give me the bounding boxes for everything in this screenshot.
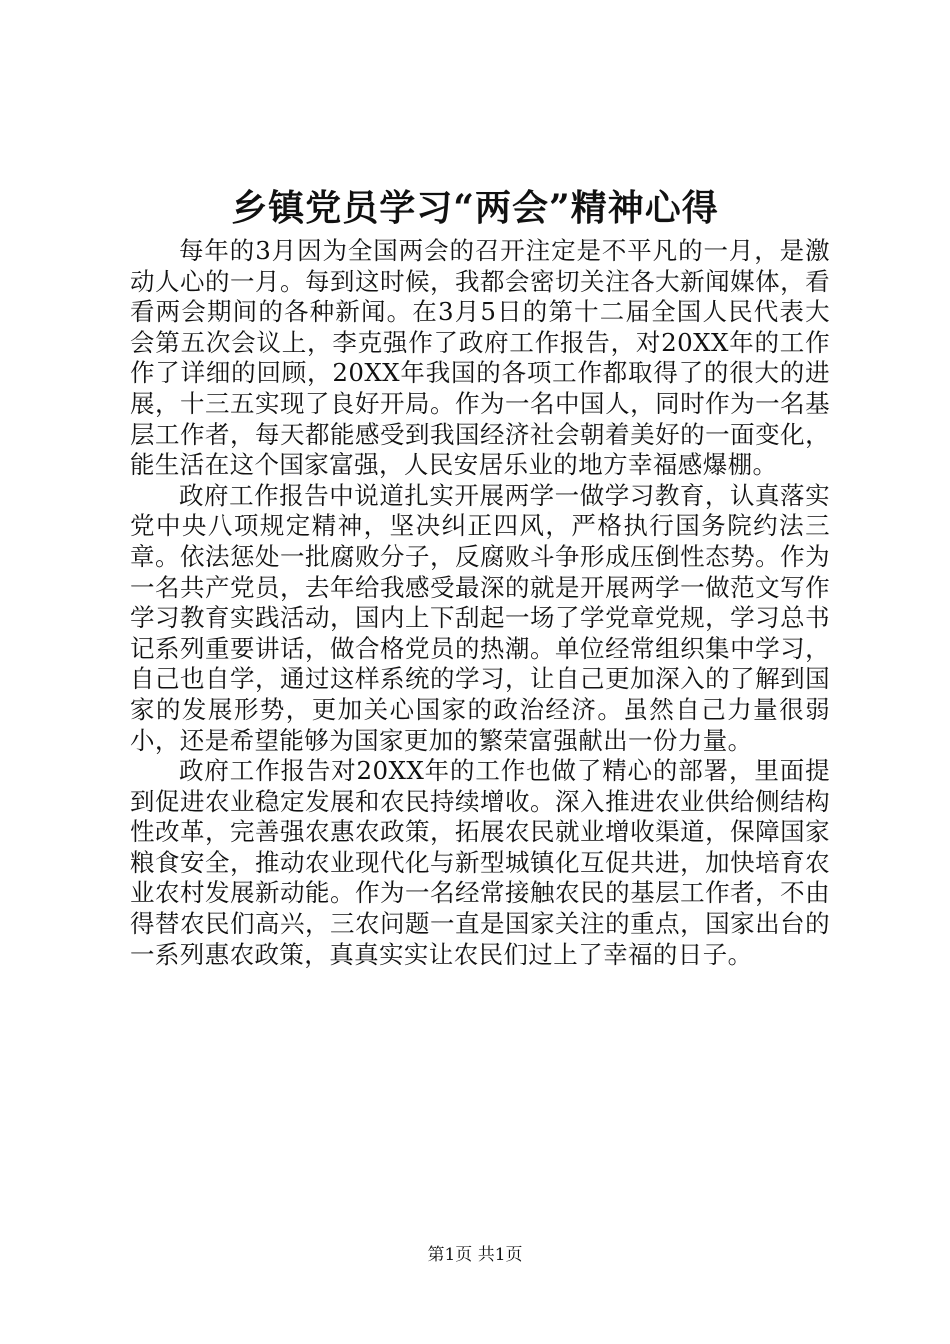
paragraph-1: 每年的3月因为全国两会的召开注定是不平凡的一月，是激动人心的一月。每到这时候，我都会密切关注各大新闻媒体，看看两会期间的各种新闻。在3月5日的第十二届全国人民代表大会第五次会议上，李克强作了政府工作报告，对20XX年的工作作了详细的回顾，20XX年我国的各项工作都取得了的很大的进展，十三五实现了良好开局。作为一名中国人，同时作为一名基层工作者，每天都能感受到我国经济社会朝着美好的一面变化，能生活在这个国家富强，人民安居乐业的地方幸福感爆棚。 [130,236,830,480]
paragraph-3: 政府工作报告对20XX年的工作也做了精心的部署，里面提到促进农业稳定发展和农民持续增收。深入推进农业供给侧结构性改革，完善强农惠农政策，拓展农民就业增收渠道，保障国家粮食安全，推动农业现代化与新型城镇化互促共进，加快培育农业农村发展新动能。作为一名经常接触农民的基层工作者，不由得替农民们高兴，三农问题一直是国家关注的重点，国家出台的一系列惠农政策，真真实实让农民们过上了幸福的日子。 [130,756,830,969]
paragraph-2: 政府工作报告中说道扎实开展两学一做学习教育，认真落实党中央八项规定精神，坚决纠正四风，严格执行国务院约法三章。依法惩处一批腐败分子，反腐败斗争形成压倒性态势。作为一名共产党员，去年给我感受最深的就是开展两学一做范文写作学习教育实践活动，国内上下刮起一场了学党章党规，学习总书记系列重要讲话，做合格党员的热潮。单位经常组织集中学习，自己也自学，通过这样系统的学习，让自己更加深入的了解到国家的发展形势，更加关心国家的政治经济。虽然自己力量很弱小，还是希望能够为国家更加的繁荣富强献出一份力量。 [130,480,830,755]
document-body [130,236,830,970]
document-title: 乡镇党员学习“两会”精神心得 [231,187,719,229]
page-footer: 第1页 共1页 [427,1245,523,1265]
